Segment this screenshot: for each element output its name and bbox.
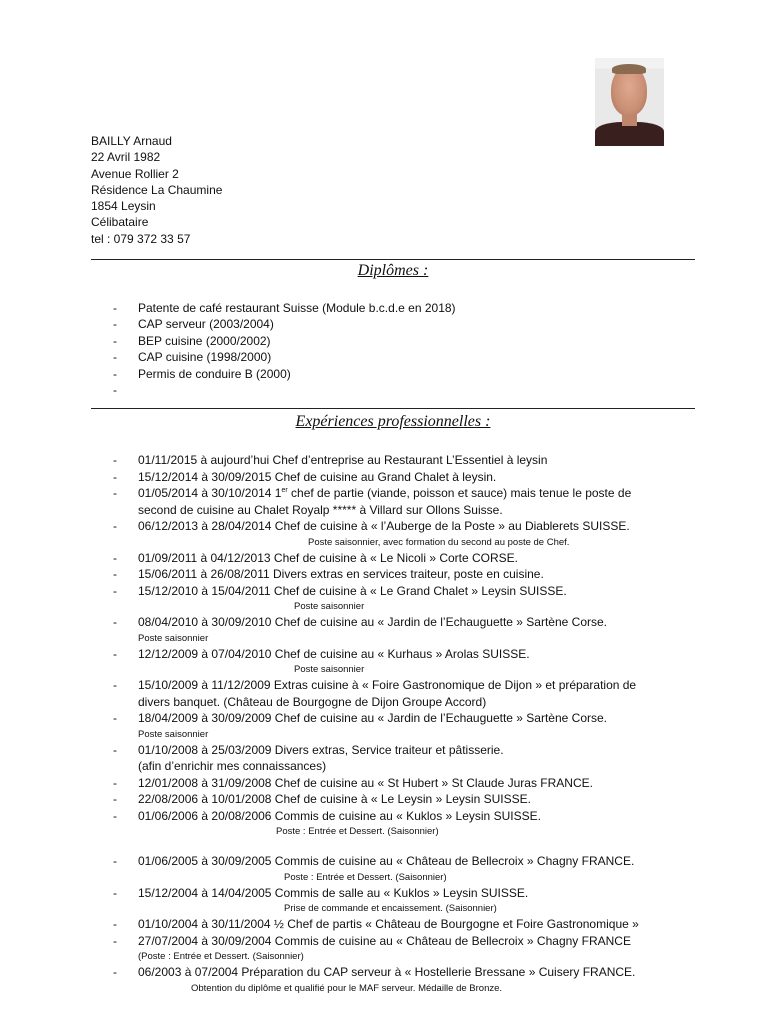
divider [91,408,695,409]
phone-number: tel : 079 372 33 57 [91,231,191,246]
list-item-continuation: (afin d’enrichir mes connaissances) [138,759,327,773]
item-note: Poste : Entrée et Dessert. (Saisonnier) [276,826,439,837]
list-item: - BEP cuisine (2000/2002) [113,333,271,348]
list-item: - 27/07/2004 à 30/09/2004 Commis de cuisine au « Château de Bellecroix » Chagny FRANCE [113,933,631,948]
list-item: - 15/12/2014 à 30/09/2015 Chef de cuisine au Grand Chalet à leysin. [113,469,497,484]
list-item: - 15/12/2010 à 15/04/2011 Chef de cuisine à « Le Grand Chalet » Leysin SUISSE. [113,583,567,598]
list-item: - 08/04/2010 à 30/09/2010 Chef de cuisine au « Jardin de l’Echauguette » Sartène Corse. [113,615,608,629]
address-line: Avenue Rollier 2 [91,166,179,181]
address-line: Résidence La Chaumine [91,182,223,197]
list-item: - 12/12/2009 à 07/04/2010 Chef de cuisine au « Kurhaus » Arolas SUISSE. [113,646,530,661]
list-item: - CAP cuisine (1998/2000) [113,350,272,365]
full-name: BAILLY Arnaud [91,134,172,148]
list-item-continuation: second de cuisine au Chalet Royalp ***** à Villard sur Ollons Suisse. [138,502,503,517]
list-item: - 01/10/2008 à 25/03/2009 Divers extras, Service traiteur et pâtisserie. [113,742,504,757]
item-note: Poste saisonnier [294,664,365,675]
experiences-list [113,452,639,996]
list-item: - 01/05/2014 à 30/10/2014 1er chef de partie (viande, poisson et sauce) mais tenue le poste de [113,486,632,500]
divider [91,259,695,260]
list-item: - 01/09/2011 à 04/12/2013 Chef de cuisine à « Le Nicoli » Corte CORSE. [113,550,519,565]
list-item: - 06/2003 à 07/2004 Préparation du CAP serveur à « Hostellerie Bressane » Cuisery FRANCE. [113,965,636,979]
item-note: Poste saisonnier [138,632,209,644]
list-item: - 18/04/2009 à 30/09/2009 Chef de cuisine au « Jardin de l’Echauguette » Sartène Corse. [113,711,608,725]
diplomes-list: - Patente de café restaurant Suisse (Module b.c.d.e en 2018) - CAP serveur (2003/2004) - BEP cuisine (2000/2002) - CAP cuisine (1998/2000) - Permis de conduire B (2000) - [113,301,456,398]
item-note: Obtention du diplôme et qualifié pour le MAF serveur. Médaille de Bronze. [191,982,503,994]
item-note: Poste saisonnier [138,728,209,740]
list-item: - 12/01/2008 à 31/09/2008 Chef de cuisine au « St Hubert » St Claude Juras FRANCE. [113,775,593,790]
item-note: (Poste : Entrée et Dessert. (Saisonnier) [138,951,304,962]
experiences-title: Expériences professionnelles : [295,413,491,430]
list-item: - 15/12/2004 à 14/04/2005 Commis de salle au « Kuklos » Leysin SUISSE. [113,885,529,900]
list-item: - CAP serveur (2003/2004) [113,317,274,332]
list-item: - 06/12/2013 à 28/04/2014 Chef de cuisine à « l’Auberge de la Poste » au Diablerets SUISSE. [113,519,630,533]
item-note: Poste : Entrée et Dessert. (Saisonnier) [284,871,447,883]
identity-block [91,133,222,247]
marital-status: Célibataire [91,215,149,230]
profile-photo [595,58,664,146]
list-item: - Permis de conduire B (2000) [113,366,291,381]
address-line: 1854 Leysin [91,199,156,214]
item-note: Poste saisonnier, avec formation du second au poste de Chef. [308,536,570,548]
list-item-continuation: divers banquet. (Château de Bourgogne de Dijon Groupe Accord) [138,694,487,709]
list-item: - 01/11/2015 à aujourd’hui Chef d’entreprise au Restaurant L’Essentiel à leysin [113,453,548,467]
list-item: - 15/06/2011 à 26/08/2011 Divers extras en services traiteur, poste en cuisine. [113,567,544,581]
birth-date: 22 Avril 1982 [91,150,161,165]
list-item: - 01/06/2006 à 20/08/2006 Commis de cuisine au « Kuklos » Leysin SUISSE. [113,808,541,823]
list-item: - 01/10/2004 à 30/11/2004 ½ Chef de partis « Château de Bourgogne et Foire Gastronomique » [113,917,639,931]
item-note: Poste saisonnier [294,601,365,612]
list-item: - 01/06/2005 à 30/09/2005 Commis de cuisine au « Château de Bellecroix » Chagny FRANCE. [113,854,635,868]
list-item: - 15/10/2009 à 11/12/2009 Extras cuisine à « Foire Gastronomique de Dijon » et préparation de [113,678,637,692]
list-item: - 22/08/2006 à 10/01/2008 Chef de cuisine à « Le Leysin » Leysin SUISSE. [113,792,531,806]
item-note: Prise de commande et encaissement. (Saisonnier) [284,903,497,914]
list-item: - Patente de café restaurant Suisse (Module b.c.d.e en 2018) [113,301,456,315]
diplomes-title: Diplômes : [357,262,429,279]
